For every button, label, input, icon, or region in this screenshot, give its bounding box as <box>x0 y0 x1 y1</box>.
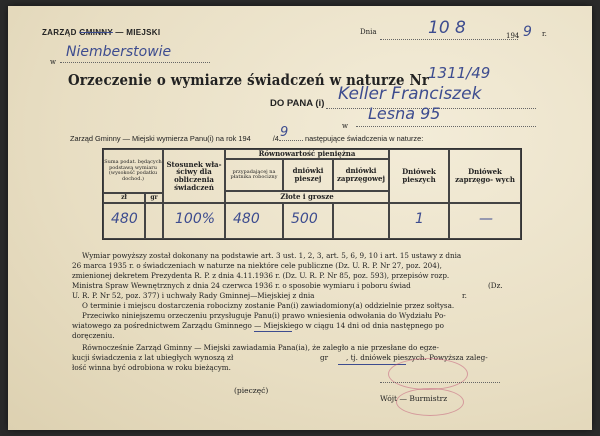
intro-year-handwritten: 9 <box>280 125 289 140</box>
cell-gr <box>145 203 163 239</box>
body-line-4b: (Dz. <box>488 281 503 290</box>
year-suffix: r. <box>542 30 547 38</box>
addressee-name: Keller Franciszek <box>338 84 482 104</box>
body-line-5: U. R. P. Nr 52, poz. 377) i uchwały Rady Gminnej—Miejskiej z dnia <box>72 291 315 300</box>
col-equiv-walk: dniówki pieszej <box>283 159 333 191</box>
value-ratio: 100% <box>175 211 216 227</box>
stamp-mark <box>388 358 468 390</box>
body-line-8: wiatowego za pośrednictwem Zarządu Gminnego — Miejskiego w ciągu 14 dni od dnia następnego po <box>72 321 444 330</box>
signature-line <box>380 382 500 383</box>
body-line-6: O terminie i miejscu dostarczenia robocizny zostanie Pan(i) zawiadomiony(a) oddzielnie przez sołtysa. <box>82 301 455 310</box>
col-units: Złote i grosze <box>225 191 389 203</box>
body-line-7: Przeciwko niniejszemu orzeczeniu przysługuje Panu(i) prawo wniesienia odwołania do Wydziału Po- <box>82 311 446 320</box>
body-line-12: łość winna być odrobiona w roku bieżącym. <box>72 363 231 372</box>
body-line-2: 26 marca 1935 r. o świadczeniach w naturze na niektóre cele publiczne (Dz. U. R. P. Nr 27, poz. 204), <box>72 261 442 270</box>
office-header <box>42 28 160 37</box>
date-label: Dnia <box>360 28 377 36</box>
col-equivalent: Równowartość pieniężna <box>225 149 389 159</box>
year-handwritten: 9 <box>523 24 532 40</box>
body-line-11b: gr <box>320 353 329 362</box>
handwritten-underline <box>254 331 292 332</box>
document-number: 1311/49 <box>428 64 491 82</box>
intro-part3: następujące świadczenia w naturze: <box>304 134 424 143</box>
benefits-table <box>102 148 522 240</box>
value-walk-equivalent: 500 <box>291 211 318 227</box>
seal-label: (pieczęć) <box>234 386 269 395</box>
body-line-10: Równocześnie Zarząd Gminny — Miejski zawiadamia Pana(ia), że zaległo a nie przesłane do egze- <box>82 343 439 352</box>
col-equiv-horse: dniówki zaprzęgowej <box>333 159 389 191</box>
value-horse-days: — <box>479 211 493 227</box>
office-struck-word: GMINNY <box>79 28 113 37</box>
document-sheet <box>8 6 592 430</box>
intro-line <box>70 134 423 143</box>
year-prefix: 194 <box>506 32 520 40</box>
value-zl: 480 <box>111 211 138 227</box>
col-zl: zł <box>103 193 145 203</box>
date-handwritten: 10 8 <box>428 18 466 38</box>
body-line-5b: r. <box>462 291 467 300</box>
intro-part1: Zarząd Gminny — Miejski wymierza Panu(i) na rok 194 <box>70 134 251 143</box>
value-walk-days: 1 <box>415 211 424 227</box>
office-suffix: — MIEJSKI <box>115 28 161 37</box>
col-walk-days: Dniówek pieszych <box>389 149 449 203</box>
body-line-4: Ministra Spraw Wewnętrznych z dnia 24 czerwca 1936 r. o sposobie wymiaru i poboru świad <box>72 281 411 290</box>
body-line-11: kucji świadczenia z lat ubiegłych wynoszą zł <box>72 353 234 362</box>
col-gr: gr <box>145 193 163 203</box>
official-label: Wójt — Burmistrz <box>380 394 448 403</box>
col-equiv-labour: przypadającej na płatnika robocizny <box>225 159 283 191</box>
address-w-label: w <box>342 122 348 130</box>
addressee-address: Lesna 95 <box>368 104 441 123</box>
place-w-label: w <box>50 58 56 66</box>
col-ratio: Stosunek wła- ściwy dla obliczenia świadczeń <box>163 149 225 203</box>
cell-horse <box>333 203 389 239</box>
col-horse-days: Dniówek zaprzęgo- wych <box>449 149 521 203</box>
body-line-1: Wymiar powyższy został dokonany na podstawie art. 3 ust. 1, 2, 3, art. 5, 6, 9, 10 i art. 15 ustawy z dnia <box>82 251 462 260</box>
value-equivalent: 480 <box>233 211 260 227</box>
document-title: Orzeczenie o wymiarze świadczeń w naturze Nr <box>68 72 430 89</box>
body-line-11c: , tj. dniówek pieszych. Powyższa zaleg- <box>346 353 488 362</box>
addressee-label: DO PANA (i) <box>270 98 325 109</box>
place-handwritten: Niemberstowie <box>66 44 172 60</box>
intro-part2: /4 <box>272 134 279 143</box>
office-prefix: ZARZĄD <box>42 28 77 37</box>
body-line-3: zmienionej dekretem Prezydenta R. P. z dnia 4.11.1936 r. (Dz. U. R. P. Nr 85, poz. 593), przepisów rozp. <box>72 271 450 280</box>
col-tax-sum: Suma podat. będących podstawą wymiaru (wysokość podatku dochod.) <box>103 149 163 193</box>
body-line-9: doręczeniu. <box>72 331 115 340</box>
